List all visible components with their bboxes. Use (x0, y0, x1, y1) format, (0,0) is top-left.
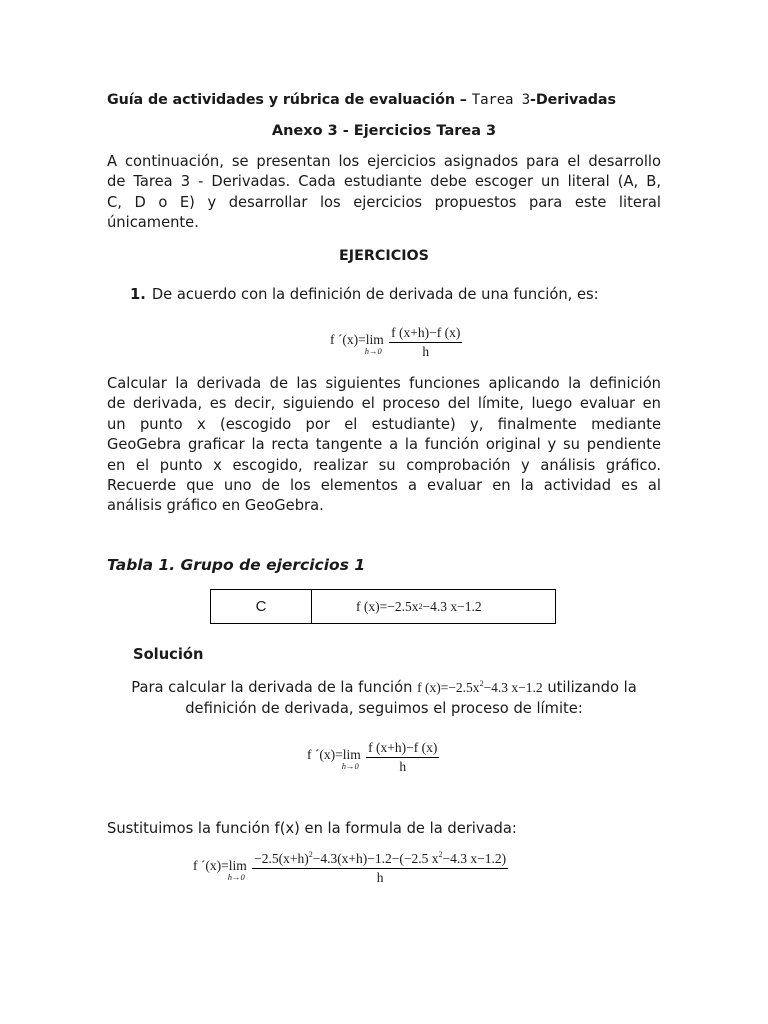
table-function-cell: f (x)=−2.5x 2 −4.3 x−1.2 (356, 598, 482, 614)
formula-numerator: $-2.5(x+h)^2-4.3(x+h)-1.2-(-2.5$ $x^2-4.3$ x−1.2) (252, 851, 508, 869)
header-title-mono: Tarea 3 (471, 92, 531, 108)
intro-line: C, D o E) y desarrollar los ejercicios propuestos para este literal (107, 193, 661, 211)
solution-line-2: definición de derivada, seguimos el proceso de límite: (185, 700, 583, 717)
formula-lhs: f ´(x)=lim h→0 (193, 858, 247, 882)
formula-denominator: h (422, 344, 430, 359)
table-literal-cell: C (211, 590, 312, 623)
formula-numerator: f (x+h)−f (x) (389, 325, 462, 343)
solution-inline-function: f $(x)=-2.5x^2-4.3$ x−1.2 (417, 679, 543, 695)
question-1 (130, 286, 599, 303)
question-number: 1. (130, 286, 146, 303)
instructions-line: de derivada, es decir, siguiendo el proceso del límite, luego evaluar en (107, 395, 661, 413)
header-title (107, 92, 616, 108)
intro-paragraph (107, 152, 661, 234)
table-caption: Tabla 1. Grupo de ejercicios 1 (107, 556, 366, 574)
formula-fraction (366, 740, 439, 775)
instructions-line: Calcular la derivada de las siguientes funciones aplicando la definición (107, 375, 661, 392)
annex-title: Anexo 3 - Ejercicios Tarea 3 (271, 123, 497, 139)
formula-fraction (252, 851, 508, 886)
formula-fraction (389, 325, 462, 360)
instructions-line: Recuerde que uno de los elementos a evaluar en la actividad es al (107, 476, 661, 494)
formula-substituted (193, 851, 508, 886)
formula-lhs: f ´(x)=lim h→0 (307, 747, 361, 771)
header-title-bold: Guía de actividades y rúbrica de evaluación – (107, 92, 467, 108)
intro-line: únicamente. (107, 214, 199, 232)
formula-numerator: f (x+h)−f (x) (366, 740, 439, 758)
intro-line: de Tarea 3 - Derivadas. Cada estudiante debe escoger un literal (A, B, (107, 173, 661, 191)
question-text: De acuerdo con la definición de derivada de una función, es: (151, 286, 599, 303)
intro-line: A continuación, se presentan los ejercicios asignados para el desarrollo (107, 153, 661, 170)
exercises-heading: EJERCICIOS (339, 248, 429, 264)
solution-paragraph (107, 677, 661, 719)
header-title-tail: -Derivadas (530, 92, 616, 108)
instructions-line: un punto x (escogido por el estudiante) y, finalmente mediante (107, 415, 661, 433)
solution-heading: Solución (133, 646, 204, 663)
formula-definition (330, 325, 462, 360)
substitute-text: Sustituimos la función f(x) en la formula de la derivada: (107, 820, 517, 837)
instructions-line: en el punto x escogido, realizar su comprobación y análisis gráfico. (107, 456, 661, 474)
exercise-table (210, 589, 556, 624)
instructions-line: GeoGebra graficar la recta tangente a la función original y su pendiente (107, 436, 661, 454)
formula-definition-repeat (307, 740, 439, 775)
instructions-line: análisis gráfico en GeoGebra. (107, 497, 324, 515)
formula-denominator: h (376, 870, 384, 885)
formula-lhs: f ´(x)=lim h→0 (330, 332, 384, 356)
instructions-paragraph (107, 374, 661, 517)
formula-denominator: h (399, 759, 407, 774)
solution-line-1: Para calcular la derivada de la función f $(x)=-2.5x^2-4.3$ x−1.2 utilizando la (131, 679, 637, 696)
